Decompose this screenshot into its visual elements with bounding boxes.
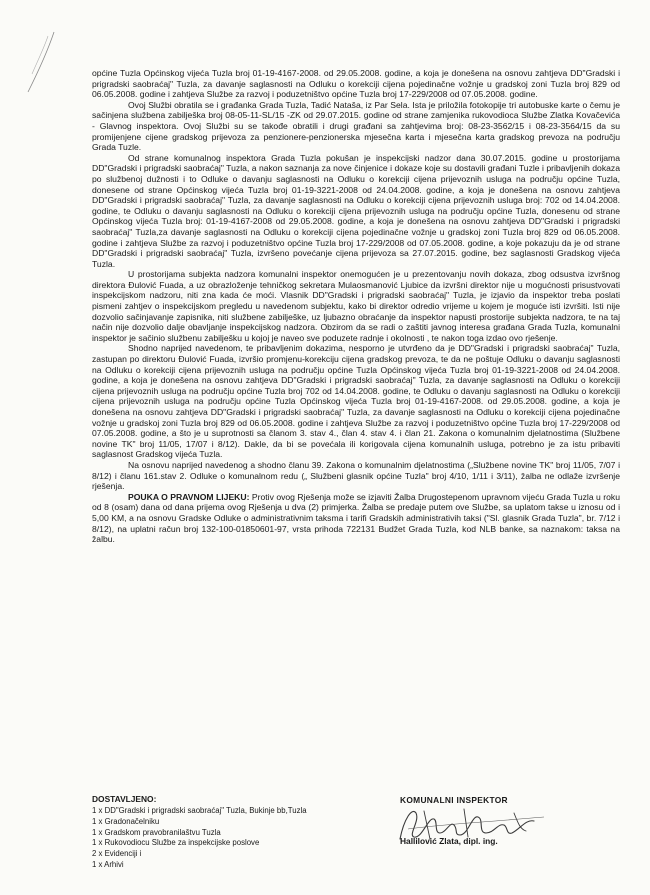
- distribution-title: DOSTAVLJENO:: [92, 794, 157, 804]
- distribution-item: 1 x Rukovodiocu Službe za inspekcijske poslove: [92, 838, 260, 848]
- distribution-item: 1 x Gradskom pravobranilaštvu Tuzla: [92, 827, 221, 837]
- paragraph-4: U prostorijama subjekta nadzora komunalni inspektor onemogućen je u prezentovanju novih dokaza, zbog odsustva izvršnog direktora Đulović Fuada, a uz obrazloženje tehničkog sekretara Mulaosmanović Ljubice da izvršni direktor nije u mogućnosti prisustvovati inspekcijskom nadzoru, niti zna kada će moći. Vlasnik DD"Gradski i prigradski saobraćaj" Tuzla, je izjavio da inspektor treba poslati pismeni zahtjev o inspekcijskom pregledu u navedenom subjektu, kako bi direktor odredio vrijeme u kojem je moguće isti izvršiti. Isti nije dozvolio sačinjavanje zapisnika, niti službene zabilješke, uz ljubazno obraćanje da inspektor napusti prostorije subjekta nadzora, te na taj način nije dozvolio dalje obavljanje inspekcijskog nadzora. Obzirom da se radi o zaštiti javnog interesa građana Grada Tuzla, komunalni inspektor je sačinio službenu zabilješku u kojoj je naveo sve poduzete radnje i okolnosti , te nakon toga izdao ovo rješenje.: [92, 269, 620, 343]
- distribution-item: 2 x Evidenciji i: [92, 849, 142, 859]
- inspector-title: KOMUNALNI INSPEKTOR: [400, 795, 508, 805]
- distribution-item: 1 x Gradonačelniku: [92, 816, 160, 826]
- distribution-list: [92, 794, 392, 871]
- paragraph-6: Na osnovu naprijed navedenog a shodno članu 39. Zakona o komunalnim djelatnostima („Službene novine TK" broj 11/05, 7/07 i 8/12) i članu 161.stav 2. Odluke o komunalnom redu („ Službeni glasnik općine Tuzla" broj 4/10, 1/11 i 3/11), žalba ne odlaže izvršenje rješenja.: [92, 459, 620, 492]
- legal-remedy-heading: POUKA O PRAVNOM LIJEKU:: [128, 491, 250, 502]
- legal-remedy-paragraph: [92, 492, 620, 545]
- legal-remedy-text: Protiv ovog Rješenja može se izjaviti Žalba Drugostepenom upravnom vijeću Grada Tuzla u roku od 8 (osam) dana od dana prijema ovog Rješenja u dva (2) primjerka. Žalba se predaje putem ove Službe, sa uplatom takse u iznosu od i 5,00 KM, a na osnovu Gradske Odluke o administrativnim taksma i tarifi Gradskih administrativih taksi ("Sl. glasnik Grada Tuzla", br. 7/12 i 8/12), na uplatni račun broj 132-100-01850601-97, vrsta prihoda 722131 Budžet Grada Tuzla, kod NLB banke, sa naznakom: taksa na žalbu.: [92, 491, 620, 545]
- paragraph-1: općine Tuzla Općinskog vijeća Tuzla broj 01-19-4167-2008. od 29.05.2008. godine, a koja je donešena na osnovu zahtjeva DD"Gradski i prigradski saobraćaj" Tuzla, za davanje saglasnosti na Odluku o korekciji cijena pojedinačne vožnje u gradskoj zoni Tuzla broj 829 od 06.05.2008. godine i zahtjeva Službe za razvoj i poduzetništvo općine Tuzla broj 17-229/2008 od 07.05.2008. godine.: [92, 68, 620, 100]
- inspector-signature-block: [400, 795, 610, 855]
- inspector-name: Hallilović Zlata, dipl. ing.: [400, 836, 498, 846]
- paragraph-2: Ovoj Službi obratila se i građanka Grada Tuzla, Tadić Nataša, iz Par Sela. Ista je priložila fotokopije tri autobuske karte o čemu je sačinjena službena zabilješka broj 08-05-11-SL/15 -ZK od 29.07.2015. godine od strane zamjenika rukovodioca Službe Zlatka Kovačevića - Glavnog inspektora. Ovoj Službi su se takođe obratili i drugi građani sa zahtjevima broj: 08-23-3562/15 i 08-23-3564/15 da su promijenjene cijene gradskog prijevoza za penzionere-penzionerska mjesečna karta i mjesečna karta gradskog prevoza na području Grada Tuzle.: [92, 99, 620, 153]
- margin-pen-mark: [18, 30, 58, 100]
- distribution-item: 1 x DD"Gradski i prigradski saobraćaj" Tuzla, Bukinje bb,Tuzla: [92, 806, 307, 815]
- paragraph-5: Shodno naprijed navedenom, te pribavljenim dokazima, nesporno je utvrđeno da je DD"Gradski i prigradski saobraćaj" Tuzla, zastupan po direktoru Đulović Fuada, izvršio promjenu-korekciju cijena gradskog prevoza, te da ne poštuje Odluku o davanju saglasnosti na Odluku o korekciji cijena prijevoznih usluga na području općine Tuzla Općinskog vijeća Tuzla broj 01-19-3221-2008 od 24.04.2008. godine, a koja je donešena na osnovu zahtjeva DD"Gradski i prigradski saobraćaj" Tuzla, za davanje saglasnosti na Odluku o korekciji cijena prijevoznih usluga na području općine Tuzla broj 702 od 14.04.2008. godine, te Odluku o davanju saglasnosti na Odluku o korekciji cijena prijevoznih usluga na području općine Tuzla Općinskog vijeća Tuzla broj 01-19-4167-2008. od 29.05.2008. godine, a koja je donešena na osnovu zahtjeva DD"Gradski i prigradski saobraćaj" Tuzla, za davanje saglasnosti na Odluku o korekciji cijena pojedinačne vožnje u gradskoj zoni Tuzla broj 829 od 06.05.2008. godine i zahtjeva Službe za razvoj i poduzetništvo općine Tuzla broj 17-229/2008 od 07.05.2008. godine, a što je u suprotnosti sa članom 3. stav 4., član 4. stav 4. i član 21. Zakona o komunalnim djelatnostima (Službene novine TK" broj 11/05, 17/07 i 8/12). Dakle, da bi se povećala ili korigovala cijena komunalnih usluga, potrebno je za istu pribaviti saglasnost Gradskog vijeća Tuzla.: [92, 343, 620, 460]
- paragraph-3: Od strane komunalnog inspektora Grada Tuzla pokušan je inspekcijski nadzor dana 30.07.2015. godine u prostorijama DD"Gradski i prigradski saobraćaj" Tuzla, a nakon saznanja za nove činjenice i dokaze koje su dostavili građani Tuzle i pribavljenih dokaza po službenoj dužnosti i to Odluke o davanju saglasnosti na Odluku o korekciji cijena prijevoznih usluga na području općine Tuzla, donesene od strane Općinskog vijeća Tuzla broj 01-19-3221-2008 od 24.04.2008. godine, a koja je donešena na osnovu zahtjeva DD"Gradski i prigradski saobraćaj" Tuzla, za davanje saglasnosti na Odluku o korekciji cijena prijevoznih usluga broj: 702 od 14.04.2008. godine, te Odluku o davanju saglasnosti na Odluku o korekciji cijena prijevoznih usluga na području općine Tuzla, donesenu od strane Općinskog vijeća Tuzla broj: 01-19-4167-2008 od 29.05.2008. godine, a koja je donešena na osnovu zahtjeva DD"Gradski i prigradski saobraćaj" Tuzla,za davanje saglasnosti na Odluku o korekciji cijena pojedinačne vožnje u gradskoj zoni Tuzla broj 829 od 06.05.2008. godine i zahtjeva Službe za razvoj i poduzetništvo općine Tuzla broj 17-229/2008 od 07.05.2008. godine, a koje pokazuju da je od strane DD"Gradski i prigradski saobraćaj" Tuzla, izvršeno povećanje cijena prijevoza sa 27.07.2015. godine, bez saglasnosti Gradskog vijeća Tuzla.: [92, 152, 620, 269]
- distribution-item: 1 x Arhivi: [92, 859, 124, 869]
- document-body: [92, 68, 620, 545]
